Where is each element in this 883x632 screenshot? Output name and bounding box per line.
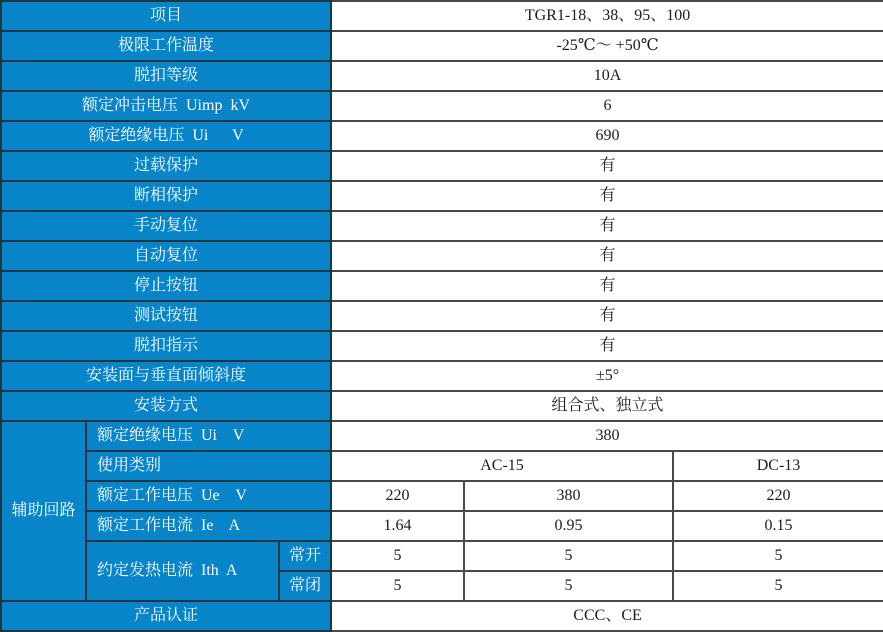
aux-sub-label: 约定发热电流 Ith A bbox=[86, 541, 279, 601]
thermal-nc-label: 常闭 bbox=[279, 571, 331, 601]
spec-value: 690 bbox=[331, 121, 883, 151]
aux-sub-label: 额定工作电流 Ie A bbox=[86, 511, 331, 541]
spec-row bbox=[1, 151, 883, 181]
spec-label: 手动复位 bbox=[1, 211, 331, 241]
voltage-value: 220 bbox=[331, 481, 464, 511]
aux-sub-label: 使用类别 bbox=[86, 451, 331, 481]
spec-label: 安装方式 bbox=[1, 391, 331, 421]
thermal-no-value: 5 bbox=[464, 541, 673, 571]
aux-row-insulation bbox=[1, 421, 883, 451]
category-ac: AC-15 bbox=[331, 451, 673, 481]
spec-label: 脱扣等级 bbox=[1, 61, 331, 91]
spec-value: 10A bbox=[331, 61, 883, 91]
thermal-nc-value: 5 bbox=[673, 571, 883, 601]
spec-value: 6 bbox=[331, 91, 883, 121]
spec-label: 额定冲击电压 Uimp kV bbox=[1, 91, 331, 121]
spec-value: 组合式、独立式 bbox=[331, 391, 883, 421]
spec-row bbox=[1, 271, 883, 301]
spec-value: 有 bbox=[331, 241, 883, 271]
aux-insulation-value: 380 bbox=[331, 421, 883, 451]
spec-row bbox=[1, 301, 883, 331]
current-value: 1.64 bbox=[331, 511, 464, 541]
spec-value: 有 bbox=[331, 331, 883, 361]
spec-value: 有 bbox=[331, 271, 883, 301]
current-value: 0.95 bbox=[464, 511, 673, 541]
spec-value: 有 bbox=[331, 301, 883, 331]
aux-row-category bbox=[1, 451, 883, 481]
current-value: 0.15 bbox=[673, 511, 883, 541]
spec-label: 过载保护 bbox=[1, 151, 331, 181]
aux-sub-label: 额定绝缘电压 Ui V bbox=[86, 421, 331, 451]
voltage-value: 380 bbox=[464, 481, 673, 511]
spec-value: 有 bbox=[331, 151, 883, 181]
aux-row-current bbox=[1, 511, 883, 541]
cert-label: 产品认证 bbox=[1, 601, 331, 631]
spec-row bbox=[1, 211, 883, 241]
spec-label: 脱扣指示 bbox=[1, 331, 331, 361]
category-dc: DC-13 bbox=[673, 451, 883, 481]
voltage-value: 220 bbox=[673, 481, 883, 511]
spec-row bbox=[1, 331, 883, 361]
cert-value: CCC、CE bbox=[331, 601, 883, 631]
spec-row bbox=[1, 241, 883, 271]
spec-label: 断相保护 bbox=[1, 181, 331, 211]
cert-row bbox=[1, 601, 883, 631]
spec-value: 有 bbox=[331, 211, 883, 241]
spec-label: 停止按钮 bbox=[1, 271, 331, 301]
aux-row-voltage bbox=[1, 481, 883, 511]
spec-row bbox=[1, 61, 883, 91]
thermal-no-label: 常开 bbox=[279, 541, 331, 571]
thermal-nc-value: 5 bbox=[331, 571, 464, 601]
spec-label: 项目 bbox=[1, 1, 331, 31]
spec-row bbox=[1, 91, 883, 121]
spec-label: 安装面与垂直面倾斜度 bbox=[1, 361, 331, 391]
spec-row bbox=[1, 31, 883, 61]
spec-row bbox=[1, 361, 883, 391]
aux-sub-label: 额定工作电压 Ue V bbox=[86, 481, 331, 511]
spec-row bbox=[1, 391, 883, 421]
thermal-no-value: 5 bbox=[331, 541, 464, 571]
spec-value: TGR1-18、38、95、100 bbox=[331, 1, 883, 31]
spec-value: ±5° bbox=[331, 361, 883, 391]
spec-row bbox=[1, 1, 883, 31]
spec-label: 极限工作温度 bbox=[1, 31, 331, 61]
spec-label: 测试按钮 bbox=[1, 301, 331, 331]
thermal-no-value: 5 bbox=[673, 541, 883, 571]
spec-value: 有 bbox=[331, 181, 883, 211]
spec-label: 自动复位 bbox=[1, 241, 331, 271]
aux-row-thermal-no bbox=[1, 541, 883, 571]
aux-group-label: 辅助回路 bbox=[1, 421, 86, 601]
spec-label: 额定绝缘电压 Ui V bbox=[1, 121, 331, 151]
thermal-nc-value: 5 bbox=[464, 571, 673, 601]
spec-row bbox=[1, 121, 883, 151]
spec-value: -25℃～ +50℃ bbox=[331, 31, 883, 61]
spec-row bbox=[1, 181, 883, 211]
